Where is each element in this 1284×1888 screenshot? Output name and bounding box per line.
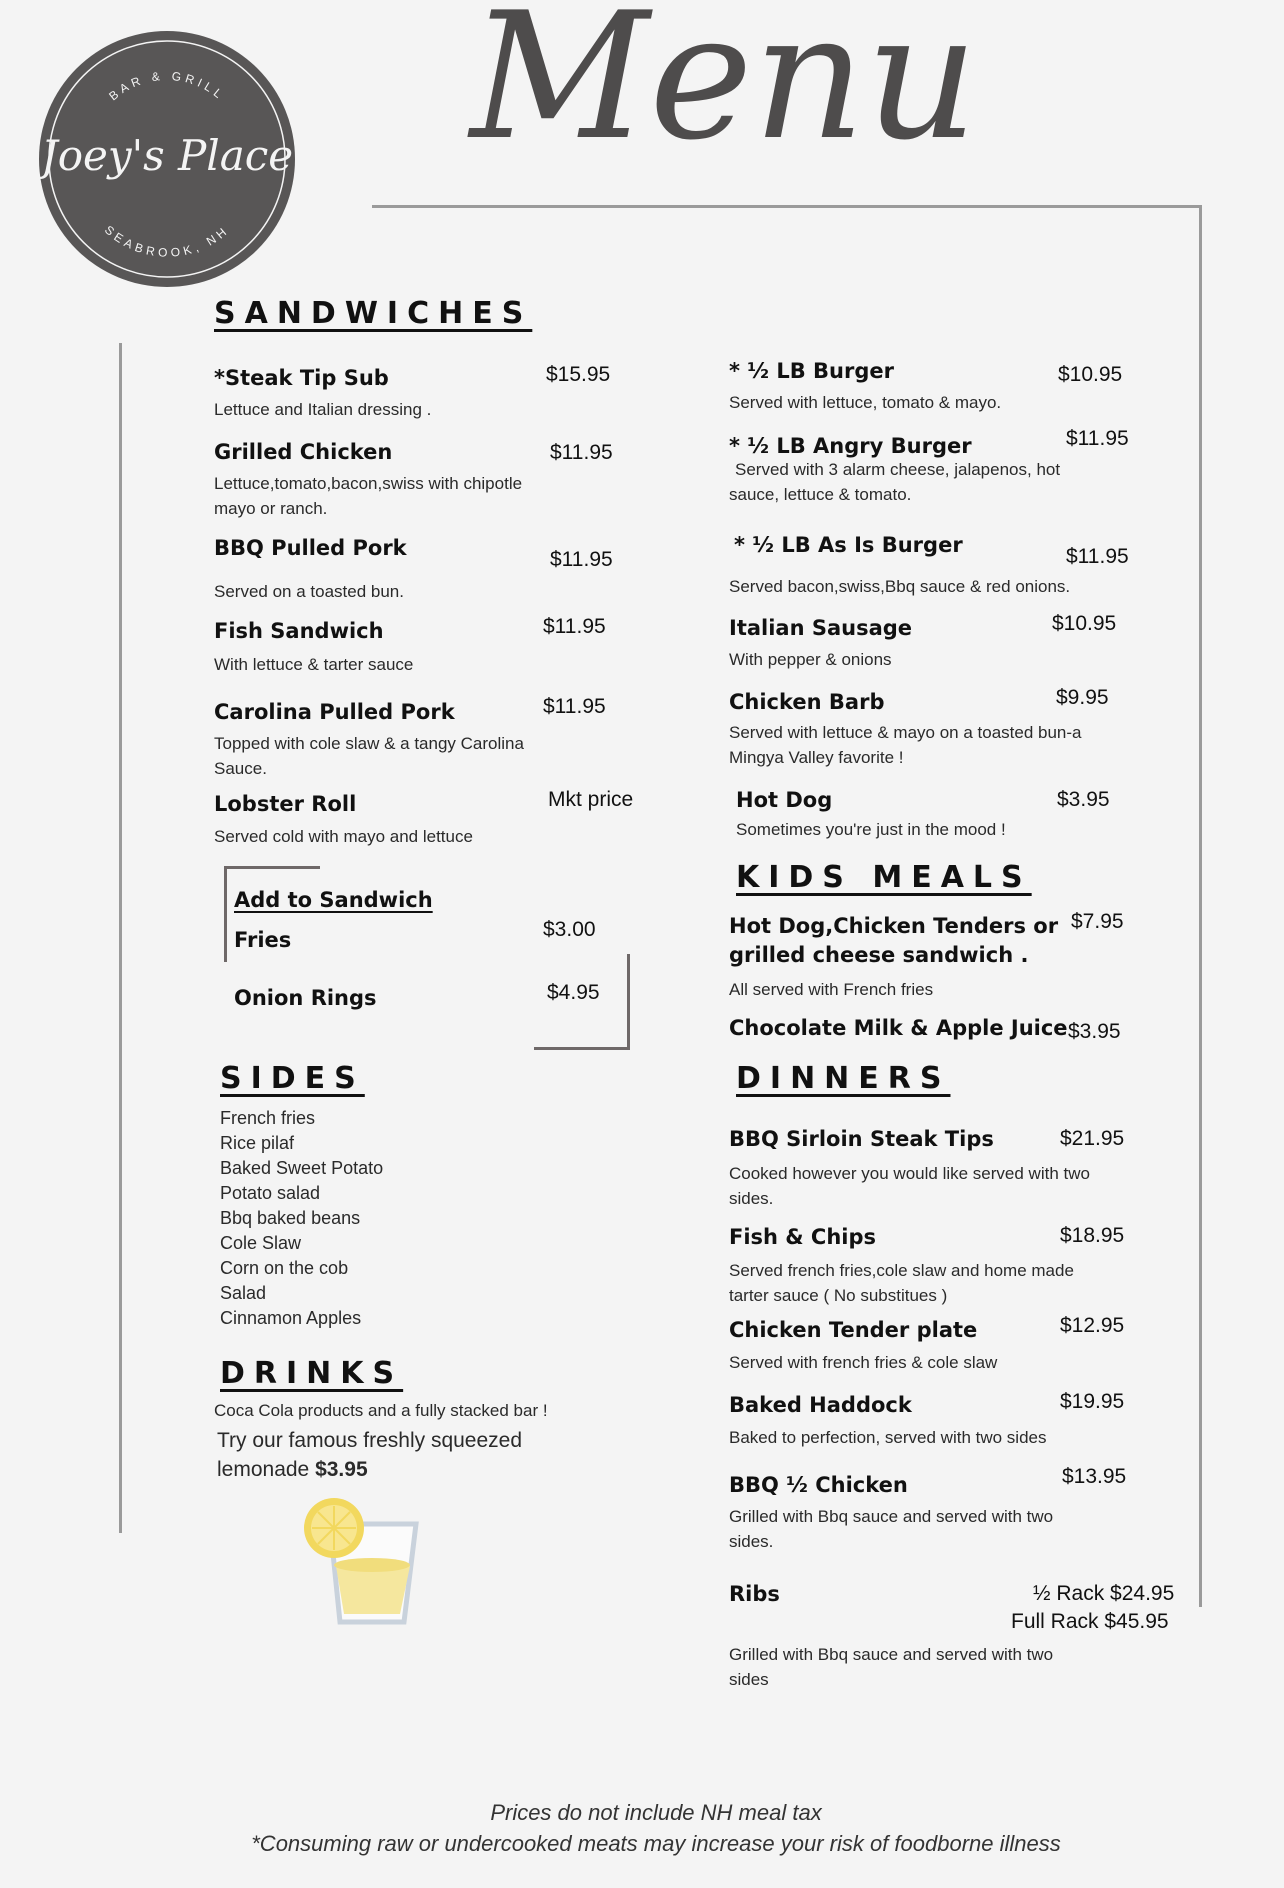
sandwich-name: Fish Sandwich <box>214 619 384 643</box>
list-item: Rice pilaf <box>220 1133 295 1153</box>
addon-price: $3.00 <box>543 918 596 941</box>
list-item: Cole Slaw <box>220 1233 302 1253</box>
dinner-desc: Served with french fries & cole slaw <box>729 1353 998 1372</box>
frame-right-line <box>1199 205 1202 1607</box>
burger-price: $11.95 <box>1066 427 1129 450</box>
burger-desc: With pepper & onions <box>729 650 892 669</box>
logo <box>38 30 296 288</box>
dinner-price: $19.95 <box>1060 1390 1125 1413</box>
ribs-price-full: Full Rack $45.95 <box>1011 1610 1169 1633</box>
frame-top-line <box>372 205 1202 208</box>
sandwich-price: $11.95 <box>543 615 606 638</box>
sandwich-desc: Served on a toasted bun. <box>214 582 404 601</box>
kids-name: Chocolate Milk & Apple Juice <box>729 1016 1068 1040</box>
sandwich-name: *Steak Tip Sub <box>214 366 389 390</box>
sandwich-desc: Lettuce and Italian dressing . <box>214 400 432 419</box>
burger-price: $10.95 <box>1058 363 1123 386</box>
logo-name: Joey's Place <box>40 131 294 180</box>
menu-title: Menu <box>470 0 979 179</box>
list-item: Baked Sweet Potato <box>220 1158 384 1178</box>
lemonade-price: $3.95 <box>315 1458 368 1481</box>
dinner-name: BBQ Sirloin Steak Tips <box>729 1127 994 1151</box>
burger-name: * ½ LB Angry Burger <box>729 434 972 458</box>
drinks-line: Try our famous freshly squeezed <box>217 1429 523 1452</box>
dinner-desc: Cooked however you would like served with two sides. <box>729 1164 1090 1208</box>
kids-price: $7.95 <box>1071 910 1124 933</box>
lemonade-label: lemonade <box>217 1458 310 1481</box>
sandwich-price: $15.95 <box>546 363 611 386</box>
sandwich-desc: Topped with cole slaw & a tangy Carolina Sauce. <box>214 734 524 778</box>
burger-name: Italian Sausage <box>729 616 913 640</box>
list-item: Bbq baked beans <box>220 1208 361 1228</box>
burger-desc: Served with 3 alarm cheese, jalapenos, hot sauce, lettuce & tomato. <box>729 460 1061 504</box>
sandwich-price: $11.95 <box>550 441 613 464</box>
addon-box-bottom <box>534 1047 630 1050</box>
frame-left-line <box>119 343 122 1533</box>
logo-top-text: BAR & GRILL <box>106 68 228 104</box>
burger-desc: Served with lettuce & mayo on a toasted bun-a Mingya Valley favorite ! <box>729 723 1082 767</box>
addon-name: Fries <box>234 928 292 952</box>
addon-heading: Add to Sandwich <box>234 888 433 912</box>
sides-list <box>220 1106 383 1331</box>
addon-box-left <box>224 866 227 962</box>
burger-price: $3.95 <box>1057 788 1110 811</box>
burger-price: $11.95 <box>1066 545 1129 568</box>
addon-name: Onion Rings <box>234 986 377 1010</box>
sides-heading: SIDES <box>220 1061 365 1096</box>
dinner-price: $21.95 <box>1060 1127 1125 1150</box>
burger-desc: Served with lettuce, tomato & mayo. <box>729 393 1002 412</box>
dinners-heading: DINNERS <box>736 1061 951 1096</box>
lemonade-line <box>217 1458 368 1482</box>
dinner-name: BBQ ½ Chicken <box>729 1473 908 1497</box>
sandwich-desc: Lettuce,tomato,bacon,swiss with chipotle mayo or ranch. <box>214 474 523 518</box>
addon-price: $4.95 <box>547 981 600 1004</box>
addon-box-right <box>627 954 630 1050</box>
list-item: French fries <box>220 1108 316 1128</box>
kids-desc: All served with French fries <box>729 980 934 999</box>
dinner-desc: Baked to perfection, served with two sides <box>729 1428 1047 1447</box>
ribs-price-half: ½ Rack $24.95 <box>1033 1582 1175 1605</box>
ribs-desc: Grilled with Bbq sauce and served with two sides <box>729 1645 1054 1689</box>
kids-name: Hot Dog,Chicken Tenders or grilled cheese sandwich . <box>729 914 1059 967</box>
dinner-name: Chicken Tender plate <box>729 1318 978 1342</box>
footer-health-warning: *Consuming raw or undercooked meats may increase your risk of foodborne illness <box>251 1831 1061 1856</box>
dinner-desc: Grilled with Bbq sauce and served with two sides. <box>729 1507 1054 1551</box>
sandwich-name: Lobster Roll <box>214 792 357 816</box>
drinks-heading: DRINKS <box>220 1356 404 1391</box>
dinner-price: $18.95 <box>1060 1224 1125 1247</box>
sandwich-name: BBQ Pulled Pork <box>214 536 407 560</box>
sandwich-desc: With lettuce & tarter sauce <box>214 655 414 674</box>
kids-price: $3.95 <box>1068 1020 1121 1043</box>
logo-bottom-text: SEABROOK, NH <box>101 222 233 260</box>
list-item: Potato salad <box>220 1183 321 1203</box>
list-item: Cinnamon Apples <box>220 1308 362 1328</box>
dinner-price: $13.95 <box>1062 1465 1127 1488</box>
sandwich-price: $11.95 <box>550 548 613 571</box>
dinner-price: $12.95 <box>1060 1314 1125 1337</box>
burger-desc: Served bacon,swiss,Bbq sauce & red onions. <box>729 577 1071 596</box>
burger-price: $10.95 <box>1052 612 1117 635</box>
lemonade-glass-icon <box>300 1494 426 1626</box>
footer-tax-note: Prices do not include NH meal tax <box>490 1800 822 1825</box>
sandwich-price: Mkt price <box>548 788 634 811</box>
drinks-line: Coca Cola products and a fully stacked bar ! <box>214 1401 548 1420</box>
burger-desc: Sometimes you're just in the mood ! <box>736 820 1006 839</box>
ribs-name: Ribs <box>729 1582 780 1606</box>
dinner-name: Fish & Chips <box>729 1225 877 1249</box>
sandwich-name: Carolina Pulled Pork <box>214 700 455 724</box>
logo-badge <box>38 30 296 288</box>
burger-name: Hot Dog <box>736 788 833 812</box>
list-item: Salad <box>220 1283 267 1303</box>
burger-price: $9.95 <box>1056 686 1109 709</box>
list-item: Corn on the cob <box>220 1258 349 1278</box>
kids-heading: KIDS MEALS <box>736 860 1032 895</box>
burger-name: * ½ LB As Is Burger <box>734 533 963 557</box>
sandwich-price: $11.95 <box>543 695 606 718</box>
dinner-desc: Served french fries,cole slaw and home made tarter sauce ( No substitues ) <box>729 1261 1074 1305</box>
burger-name: Chicken Barb <box>729 690 885 714</box>
sandwich-name: Grilled Chicken <box>214 440 393 464</box>
sandwiches-heading: SANDWICHES <box>214 296 533 331</box>
dinner-name: Baked Haddock <box>729 1393 912 1417</box>
addon-box-top <box>224 866 320 869</box>
burger-name: * ½ LB Burger <box>729 359 894 383</box>
sandwich-desc: Served cold with mayo and lettuce <box>214 827 473 846</box>
